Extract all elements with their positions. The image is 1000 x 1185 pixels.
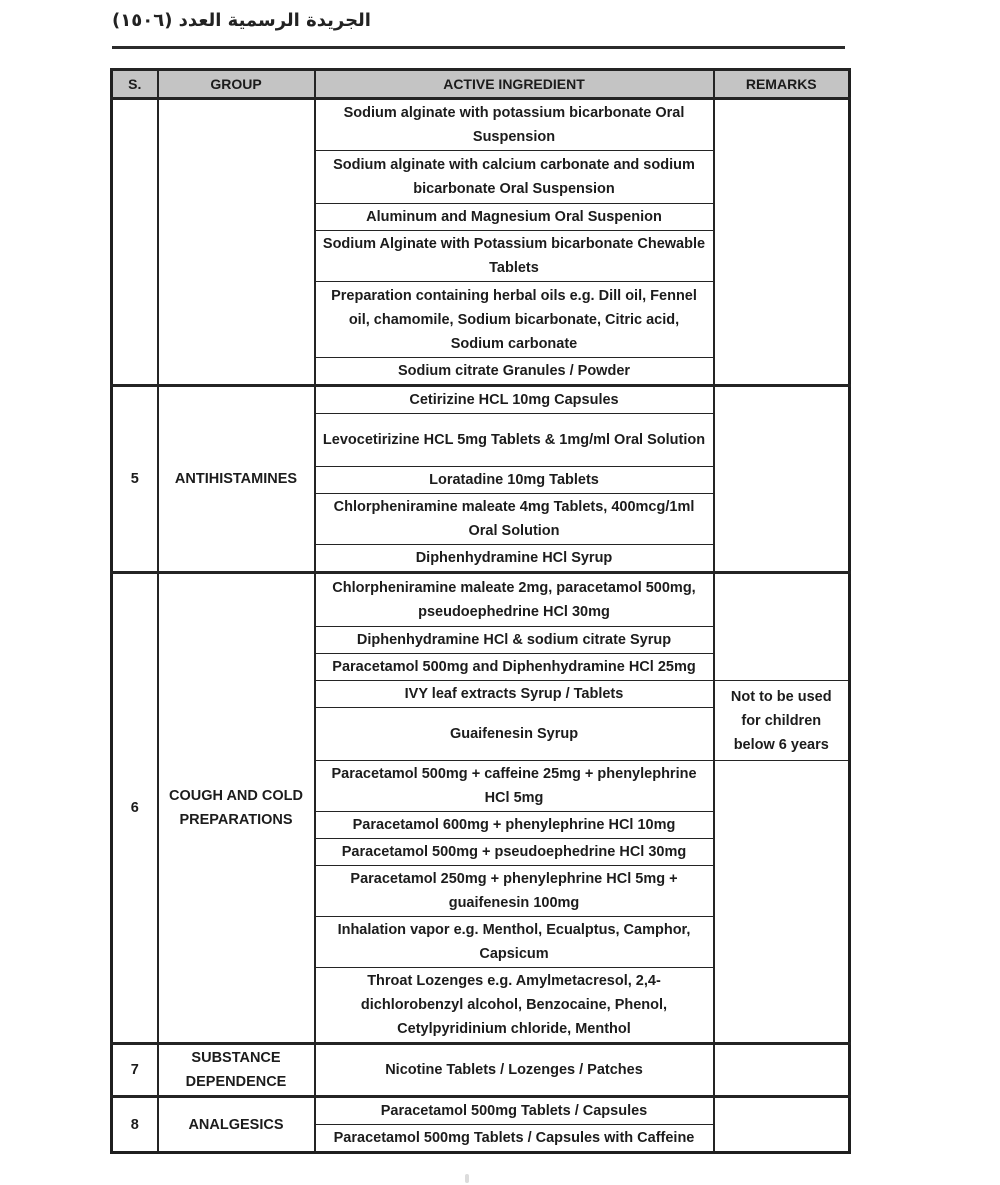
- group-cell-analgesics: ANALGESICS: [158, 1097, 315, 1153]
- column-header-group: GROUP: [158, 70, 315, 99]
- table-header-row: [112, 70, 850, 99]
- table-row: [112, 386, 850, 414]
- ingredient-cell: Cetirizine HCL 10mg Capsules: [315, 386, 714, 414]
- scan-artifact: [465, 1174, 469, 1183]
- s-cell-continuation: [112, 99, 158, 386]
- group-cell-substance-dependence: SUBSTANCE DEPENDENCE: [158, 1044, 315, 1097]
- ingredient-cell: Paracetamol 250mg + phenylephrine HCl 5mg + guaifenesin 100mg: [315, 866, 714, 917]
- remarks-cell: [714, 386, 850, 573]
- ingredient-cell: Paracetamol 600mg + phenylephrine HCl 10mg: [315, 812, 714, 839]
- remarks-cell: [714, 1097, 850, 1153]
- group-cell-antihistamines: ANTIHISTAMINES: [158, 386, 315, 573]
- s-cell-8: 8: [112, 1097, 158, 1153]
- ingredient-cell: Levocetirizine HCL 5mg Tablets & 1mg/ml Oral Solution: [315, 414, 714, 467]
- column-header-s: S.: [112, 70, 158, 99]
- ingredient-cell: Aluminum and Magnesium Oral Suspenion: [315, 204, 714, 231]
- group-cell-cough-and-cold: COUGH AND COLD PREPARATIONS: [158, 573, 315, 1044]
- ingredient-cell: Sodium alginate with calcium carbonate and sodium bicarbonate Oral Suspension: [315, 151, 714, 204]
- table-row: [112, 1044, 850, 1097]
- restricted-medicines-table: [110, 68, 851, 1154]
- table-row: [112, 1097, 850, 1125]
- remarks-cell: [714, 573, 850, 681]
- ingredient-cell: Paracetamol 500mg Tablets / Capsules: [315, 1097, 714, 1125]
- s-cell-7: 7: [112, 1044, 158, 1097]
- ingredient-cell: Chlorpheniramine maleate 2mg, paracetamol 500mg, pseudoephedrine HCl 30mg: [315, 573, 714, 627]
- ingredient-cell: Loratadine 10mg Tablets: [315, 467, 714, 494]
- s-cell-6: 6: [112, 573, 158, 1044]
- table-row: [112, 573, 850, 627]
- header-rule: [112, 46, 845, 49]
- ingredient-cell: Throat Lozenges e.g. Amylmetacresol, 2,4-dichlorobenzyl alcohol, Benzocaine, Phenol, Cetylpyridinium chloride, Menthol: [315, 968, 714, 1044]
- column-header-active-ingredient: ACTIVE INGREDIENT: [315, 70, 714, 99]
- ingredient-cell: Sodium alginate with potassium bicarbonate Oral Suspension: [315, 99, 714, 151]
- remarks-cell: [714, 1044, 850, 1097]
- ingredient-cell: Sodium citrate Granules / Powder: [315, 358, 714, 386]
- ingredient-cell: Sodium Alginate with Potassium bicarbonate Chewable Tablets: [315, 231, 714, 282]
- remarks-cell: [714, 761, 850, 1044]
- column-header-remarks: REMARKS: [714, 70, 850, 99]
- ingredient-cell: Inhalation vapor e.g. Menthol, Ecualptus, Camphor, Capsicum: [315, 917, 714, 968]
- ingredient-cell: Guaifenesin Syrup: [315, 708, 714, 761]
- remarks-note-cell: Not to be used for children below 6 years: [714, 681, 850, 761]
- remarks-cell: [714, 99, 850, 386]
- s-cell-5: 5: [112, 386, 158, 573]
- ingredient-cell: Paracetamol 500mg Tablets / Capsules with Caffeine: [315, 1125, 714, 1153]
- group-cell-continuation: [158, 99, 315, 386]
- ingredient-cell: IVY leaf extracts Syrup / Tablets: [315, 681, 714, 708]
- table-row: [112, 99, 850, 151]
- ingredient-cell: Chlorpheniramine maleate 4mg Tablets, 400mcg/1ml Oral Solution: [315, 494, 714, 545]
- ingredient-cell: Paracetamol 500mg + caffeine 25mg + phenylephrine HCl 5mg: [315, 761, 714, 812]
- ingredient-cell: Preparation containing herbal oils e.g. Dill oil, Fennel oil, chamomile, Sodium bicarbonate, Citric acid, Sodium carbonate: [315, 282, 714, 358]
- gazette-title-arabic: الجريدة الرسمية العدد (١٥٠٦): [112, 10, 371, 31]
- ingredient-cell: Paracetamol 500mg and Diphenhydramine HCl 25mg: [315, 654, 714, 681]
- ingredient-cell: Paracetamol 500mg + pseudoephedrine HCl 30mg: [315, 839, 714, 866]
- ingredient-cell: Diphenhydramine HCl Syrup: [315, 545, 714, 573]
- ingredient-cell: Diphenhydramine HCl & sodium citrate Syrup: [315, 627, 714, 654]
- ingredient-cell: Nicotine Tablets / Lozenges / Patches: [315, 1044, 714, 1097]
